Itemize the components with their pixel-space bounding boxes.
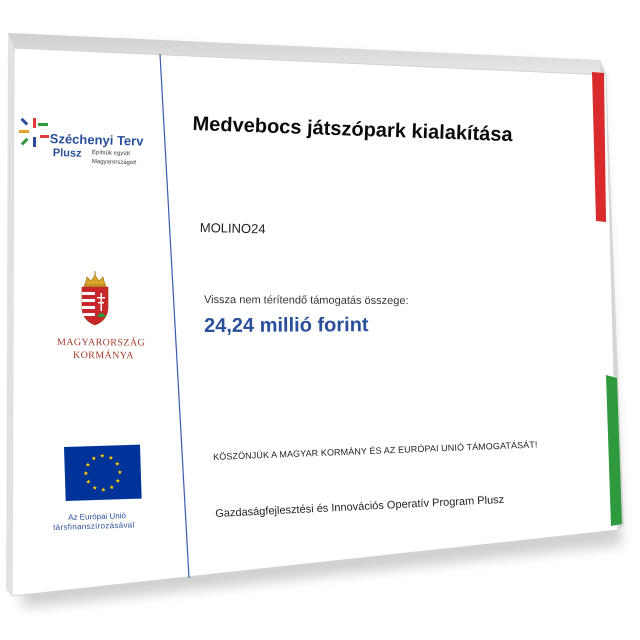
program-name: Gazdaságfejlesztési és Innovációs Operatív Program Plusz [215,493,505,520]
szechenyi-logo-name: Széchenyi Terv [49,131,144,149]
government-label-line2: KORMÁNYA [72,350,134,362]
eu-flag-icon [64,445,142,501]
support-amount: 24,24 millió forint [204,314,369,337]
thanks-text: KÖSZÖNJÜK A MAGYAR KORMÁNY ÉS AZ EURÓPAI UNIÓ TÁMOGATÁSÁT! [213,439,538,462]
eu-label-line2: társfinanszírozásával [53,520,135,532]
project-title: Medvebocs játszópark kialakítása [192,113,513,147]
szechenyi-tagline-line2: Magyarországot! [91,159,137,167]
szechenyi-logo-plus: Plusz [52,147,82,160]
government-label-line1: MAGYARORSZÁG [56,337,146,349]
beneficiary-name: MOLINO24 [199,220,266,237]
szechenyi-tagline-line1: Építsük együtt [91,150,131,158]
eu-label-line1: Az Európai Unió [68,511,127,522]
support-label: Vissza nem térítendő támogatás összege: [203,294,409,308]
